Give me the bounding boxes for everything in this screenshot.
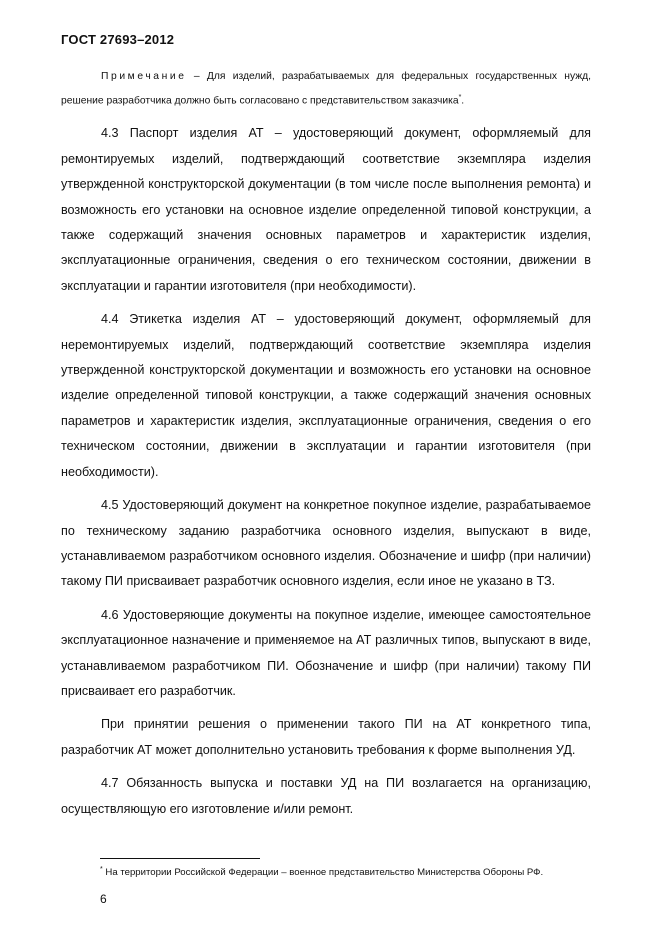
paragraph-4-5: 4.5 Удостоверяющий документ на конкретное покупное изделие, разрабатываемое по техническому заданию разработчика основного изделия, выпускают в виде, устанавливаемом разработчиком основного изделия. Обозначение и шифр (при наличии) такому ПИ присваивает разработчик основного изделия, если иное не указано в ТЗ. bbox=[61, 498, 591, 589]
page-number: 6 bbox=[100, 892, 107, 906]
note-label: Примечание bbox=[101, 71, 187, 82]
paragraph-4-6-addendum: При принятии решения о применении такого ПИ на АТ конкретного типа, разработчик АТ может дополнительно установить требования к форме выполнения УД. bbox=[61, 717, 591, 757]
paragraph-4-6: 4.6 Удостоверяющие документы на покупное изделие, имеющее самостоятельное эксплуатационное назначение и применяемое на АТ различных типов, выпускают в виде, устанавливаемом разработчиком ПИ. Обозначение и шифр (при наличии) такому ПИ присваивает его разработчик. bbox=[61, 607, 591, 698]
note-paragraph: Примечание – Для изделий, разрабатываемых для федеральных государственных нужд, решение разработчика должно быть согласовано с представительством заказчика*. bbox=[61, 71, 591, 107]
standard-designation: ГОСТ 27693–2012 bbox=[61, 32, 175, 47]
footnote-text: На территории Российской Федерации – военное представительство Министерства Обороны РФ. bbox=[102, 867, 544, 879]
footnote bbox=[100, 866, 543, 878]
note-text: – Для изделий, разрабатываемых для федеральных государственных нужд, решение разработчика должно быть согласовано с представительством заказчика bbox=[61, 71, 591, 107]
footnote-marker: * bbox=[100, 866, 103, 873]
document-body bbox=[61, 66, 591, 822]
note-footnote-marker: * bbox=[458, 94, 462, 101]
footnote-separator bbox=[100, 858, 260, 859]
paragraph-4-7: 4.7 Обязанность выпуска и поставки УД на ПИ возлагается на организацию, осуществляющую его изготовление и/или ремонт. bbox=[61, 776, 591, 816]
paragraph-4-4: 4.4 Этикетка изделия АТ – удостоверяющий документ, оформляемый для неремонтируемых изделий, подтверждающий соответствие экземпляра изделия утвержденной конструкторской документации и возможность его установки на основное изделие определенной типовой конструкции, а также содержащий значения основных параметров и характеристик изделия, эксплуатационные ограничения, сведения о его техническом состоянии, движении в эксплуатации и гарантии изготовителя (при необходимости). bbox=[61, 312, 591, 479]
paragraph-4-3: 4.3 Паспорт изделия АТ – удостоверяющий документ, оформляемый для ремонтируемых изделий, подтверждающий соответствие экземпляра изделия утвержденной конструкторской документации (в том числе после выполнения ремонта) и возможность его установки на основное изделие определенной типовой конструкции, а также содержащий значения основных параметров и характеристик изделия, эксплуатационные ограничения, сведения о его техническом состоянии, движении в эксплуатации и гарантии изготовителя (при необходимости). bbox=[61, 126, 591, 293]
